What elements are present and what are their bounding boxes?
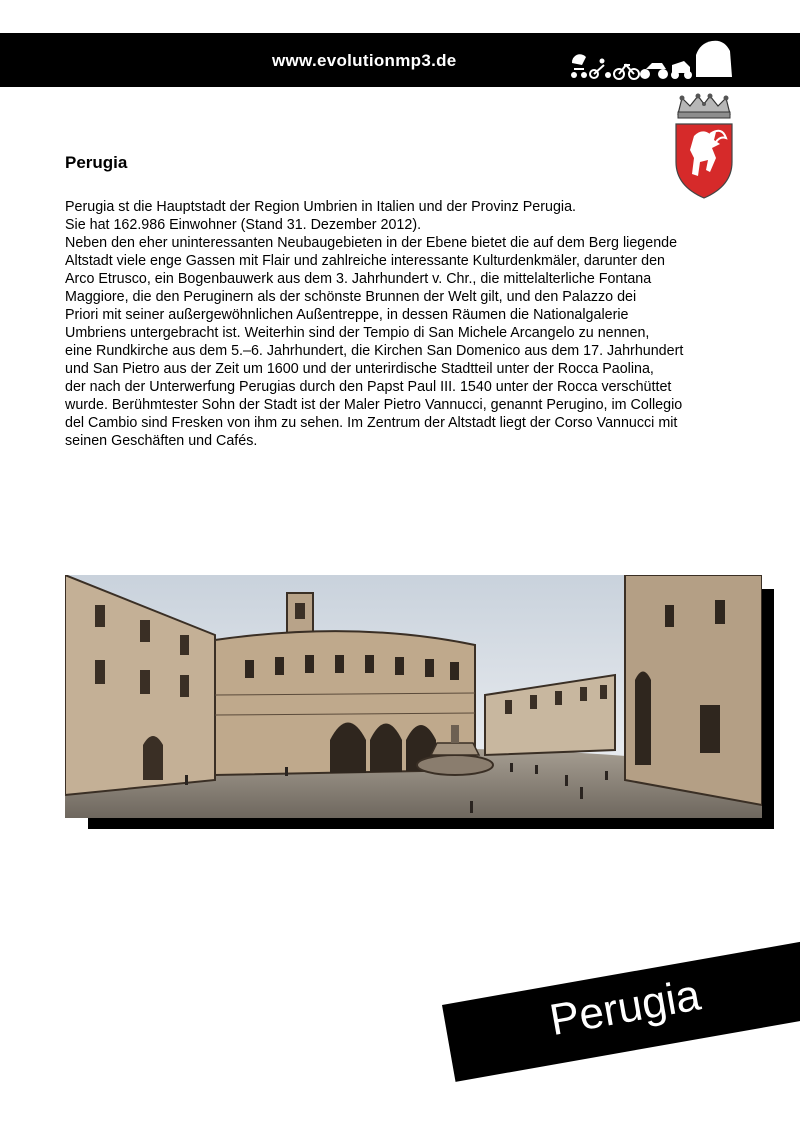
stroller-icon	[571, 54, 587, 78]
vehicle-icons	[566, 37, 736, 83]
body-line: Umbriens untergebracht ist. Weiterhin sind der Tempio di San Michele Arcangelo zu nennen,	[65, 325, 650, 341]
body-line: Arco Etrusco, ein Bogenbauwerk aus dem 3. Jahrhundert v. Chr., die mittelalterliche Fontana	[65, 271, 652, 287]
body-line: der nach der Unterwerfung Perugias durch den Papst Paul III. 1540 unter der Rocca verschüttet	[65, 379, 672, 395]
body-line: seinen Geschäften und Cafés.	[65, 433, 258, 449]
body-line: Maggiore, die den Peruginern als der schönste Brunnen der Welt gilt, und den Palazzo dei	[65, 289, 637, 305]
article-body	[65, 198, 777, 450]
piazza-panorama-image	[65, 575, 762, 818]
body-line: Priori mit seiner außergewöhnlichen Außentreppe, in dessen Räumen die Nationalgalerie	[65, 307, 629, 323]
body-line: Neben den eher uninteressanten Neubaugebieten in der Ebene bietet die auf dem Berg liegende	[65, 235, 678, 251]
title-banner	[442, 939, 800, 1082]
body-line: wurde. Berühmtester Sohn der Stadt ist der Maler Pietro Vannucci, genannt Perugino, im Collegio	[65, 397, 683, 413]
banner-title: Perugia	[546, 970, 705, 1046]
body-line: Perugia st die Hauptstadt der Region Umbrien in Italien und der Provinz Perugia.	[65, 199, 577, 215]
perugia-coat-of-arms-icon	[672, 92, 736, 200]
car-icon	[696, 41, 732, 77]
body-line: Altstadt viele enge Gassen mit Flair und zahlreiche interessante Kulturdenkmäler, darunter den	[65, 253, 666, 269]
tricycle-icon	[590, 59, 611, 79]
crown-icon	[678, 94, 730, 119]
body-line: und San Pietro aus der Zeit um 1600 und der unterirdische Stadtteil unter der Rocca Paolina,	[65, 361, 654, 377]
bicycle-icon	[614, 65, 639, 79]
body-line: del Cambio sind Fresken von ihm zu sehen. Im Zentrum der Altstadt liegt der Corso Vannucci mit	[65, 415, 678, 431]
page-title: Perugia	[65, 153, 128, 172]
site-url[interactable]: www.evolutionmp3.de	[272, 51, 457, 70]
body-line: Sie hat 162.986 Einwohner (Stand 31. Dezember 2012).	[65, 217, 422, 233]
scooter-icon	[671, 61, 692, 79]
header-bar	[0, 33, 800, 87]
motorcycle-icon	[640, 63, 668, 79]
body-line: eine Rundkirche aus dem 5.–6. Jahrhundert, die Kirchen San Domenico aus dem 17. Jahrhundert	[65, 343, 684, 359]
